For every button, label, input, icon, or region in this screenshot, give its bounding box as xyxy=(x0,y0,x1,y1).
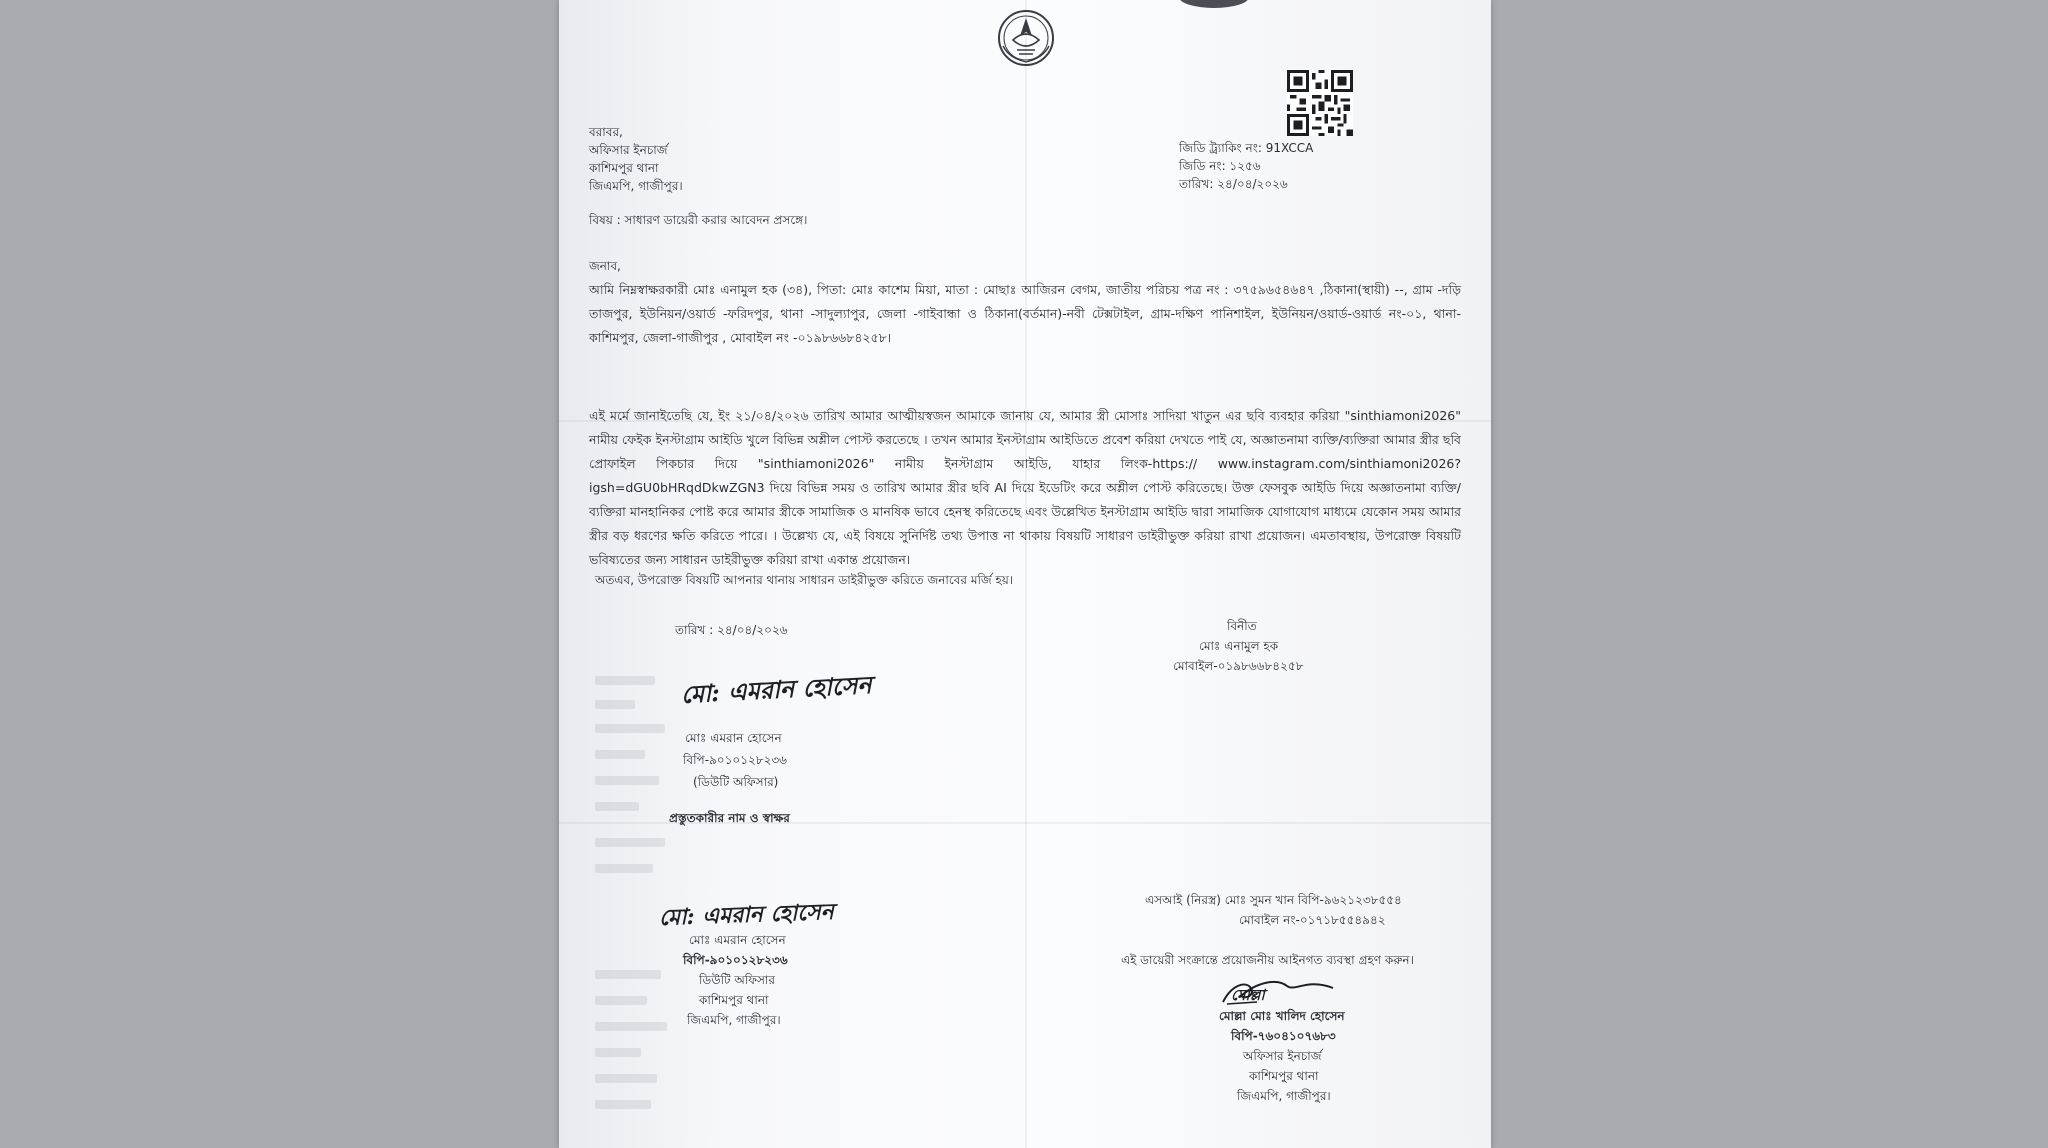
bleed-through-mark xyxy=(595,724,665,733)
preparer-signature: মো: এমরান হোসেন xyxy=(680,670,873,709)
bleed-through-mark xyxy=(595,970,661,979)
oc-line: জিএমপি, গাজীপুর। xyxy=(1237,1089,1331,1103)
duty-officer-signature: মো: এমরান হোসেন xyxy=(658,898,835,932)
recipient-line: জিএমপি, গাজীপুর। xyxy=(589,179,683,193)
oc-line: অফিসার ইনচার্জ xyxy=(1243,1049,1322,1063)
bleed-through-mark xyxy=(595,996,647,1005)
gd-tracking-number: জিডি ট্র্যাকিং নং: 91XCCA xyxy=(1179,141,1314,155)
bleed-through-mark xyxy=(595,1100,651,1109)
bleed-through-mark xyxy=(595,750,645,759)
duty-officer-line: মোঃ এমরান হোসেন xyxy=(689,933,786,947)
fold-crease xyxy=(1025,0,1027,1148)
bleed-through-mark xyxy=(595,1074,657,1083)
duty-officer-line: বিপি-৯০১০১২৮২৩৬ xyxy=(683,953,788,967)
bleed-through-mark xyxy=(595,676,655,685)
oc-instruction: এই ডায়েরী সংক্রান্তে প্রয়োজনীয় আইনগত ব্যবস্থা গ্রহণ করুন। xyxy=(1121,953,1414,967)
recipient-line: কাশিমপুর থানা xyxy=(589,161,659,175)
duty-officer-line: কাশিমপুর থানা xyxy=(699,993,769,1007)
bleed-through-mark xyxy=(595,1022,667,1031)
ink-smudge xyxy=(1179,0,1249,8)
preparer-bp: বিপি-৯০১০১২৮২৩৬ xyxy=(683,753,787,767)
duty-officer-line: ডিউটি অফিসার xyxy=(699,973,776,987)
preparer-role: (ডিউটি অফিসার) xyxy=(693,775,779,789)
recipient-line: অফিসার ইনচার্জ xyxy=(589,143,668,157)
gd-date: তারিখ: ২৪/০৪/২০২৬ xyxy=(1179,177,1288,191)
salutation: জনাব, xyxy=(589,259,621,273)
document-page xyxy=(559,0,1491,1148)
bleed-through-mark xyxy=(595,1048,641,1057)
recipient-line: বরাবর, xyxy=(589,125,623,139)
bleed-through-mark xyxy=(595,700,635,709)
subject-line: বিষয় : সাধারণ ডায়েরী করার আবেদন প্রসঙ্গে। xyxy=(589,213,808,227)
duty-officer-line: জিএমপি, গাজীপুর। xyxy=(687,1013,781,1027)
qr-code-icon xyxy=(1287,70,1353,136)
preparer-name: মোঃ এমরান হোসেন xyxy=(685,731,782,745)
si-name: এসআই (নিরস্ত্র) মোঃ সুমন খান বিপি-৯৬২১২৩৮৫৫৪ xyxy=(1145,893,1402,907)
government-emblem-icon xyxy=(991,6,1061,70)
closing-line: বিনীত xyxy=(1227,619,1257,633)
oc-line: কাশিমপুর থানা xyxy=(1249,1069,1319,1083)
gd-number: জিডি নং: ১২৫৬ xyxy=(1179,159,1261,173)
si-mobile: মোবাইল নং-০১৭১৮৫৫৪৯৪২ xyxy=(1239,913,1386,927)
applicant-mobile: মোবাইল-০১৯৮৬৬৮৪২৫৮ xyxy=(1173,659,1304,673)
oc-line: মোল্লা মোঃ খালিদ হোসেন xyxy=(1219,1009,1345,1023)
bleed-through-mark xyxy=(595,864,653,873)
oc-signature: মোল্লা xyxy=(1231,986,1265,1004)
applicant-name: মোঃ এনামুল হক xyxy=(1199,639,1279,653)
application-date: তারিখ : ২৪/০৪/২০২৬ xyxy=(675,623,788,637)
bleed-through-mark xyxy=(595,776,659,785)
bleed-through-mark xyxy=(595,802,639,811)
bleed-through-mark xyxy=(595,838,665,847)
preparer-caption: প্রস্তুতকারীর নাম ও স্বাক্ষর xyxy=(669,811,790,825)
applicant-details-paragraph: আমি নিম্নস্বাক্ষরকারী মোঃ এনামুল হক (৩৪), পিতা: মোঃ কাশেম মিয়া, মাতা : মোছাঃ আজিরন বেগম, জাতীয় পরিচয় পত্র নং : ৩৭৫৯৬৫৪৬৪৭ ,ঠিকানা(স্থায়ী) --, গ্রাম -দড়ি তাজপুর, ইউনিয়ন/ওয়ার্ড -ফরিদপুর, থানা -সাদুল্যাপুর, জেলা -গাইবান্ধা ও ঠিকানা(বর্তমান)-নবী টেক্সটাইল, গ্রাম-দক্ষিণ পানিশাইল, ইউনিয়ন/ওয়ার্ড-ওয়ার্ড নং-০১, থানা-কাশিমপুর, জেলা-গাজীপুর , মোবাইল নং -০১৯৮৬৬৮৪২৫৮। xyxy=(589,282,1461,345)
complaint-paragraph: এই মর্মে জানাইতেছি যে, ইং ২১/০৪/২০২৬ তারিখ আমার আত্মীয়স্বজন আমাকে জানায় যে, আমার স্ত্রী মোসাঃ সাদিয়া খাতুন এর ছবি ব্যবহার করিয়া "sinthiamoni2026" নামীয় ফেইক ইনস্টাগ্রাম আইডি খুলে বিভিন্ন অশ্লীল পোস্ট করতেছে । তখন আমার ইনস্টাগ্রাম আইডিতে প্রবেশ করিয়া দেখতে পাই যে, অজ্ঞাতনামা ব্যক্তি/ব্যক্তিরা আমার স্ত্রীর ছবি প্রোফাইল পিকচার দিয়ে "sinthiamoni2026" নামীয় ইনস্টাগ্রাম আইডি, যাহার লিংক-https:// www.instagram.com/sinthiamoni2026?igsh=dGU0bHRqdDkwZGN3 দিয়ে বিভিন্ন সময় ও তারিখ আমার স্ত্রীর ছবি AI দিয়ে ইডেটিং করে অশ্লীল পোস্ট করিতেছে। উক্ত ফেসবুক আইডি দিয়ে অজ্ঞাতনামা ব্যক্তি/ব্যক্তিরা মানহানিকর পোষ্ট করে আমার স্ত্রীকে সামাজিক ও মানষিক ভাবে হেনস্থ করিতেছে এবং উল্লেখিত ইনস্টাগ্রাম আইডি দ্বারা সামাজিক যোগাযোগ মাধ্যমে যেকোন সময় আমার স্ত্রীর বড় ধরণের ক্ষতি করিতে পারে। । উল্লেখ্য যে, এই বিষয়ে সুনির্দিষ্ট তথ্য উপাত্ত না থাকায় বিষয়টি সাধারণ ডাইরীভুক্ত করিয়া রাখা প্রয়োজন। এমতাবস্থায়, উপরোক্ত বিষয়টি ভবিষ্যতের জন্য সাধারন ডাইরীভুক্ত করিয়া রাখা একান্ত প্রয়োজন। xyxy=(589,408,1461,567)
oc-line: বিপি-৭৬০৪১০৭৬৮৩ xyxy=(1231,1029,1336,1043)
request-paragraph: অতএব, উপরোক্ত বিষয়টি আপনার থানায় সাধারন ডাইরীভুক্ত করিতে জনাবের মর্জি হয়। xyxy=(595,573,1014,587)
